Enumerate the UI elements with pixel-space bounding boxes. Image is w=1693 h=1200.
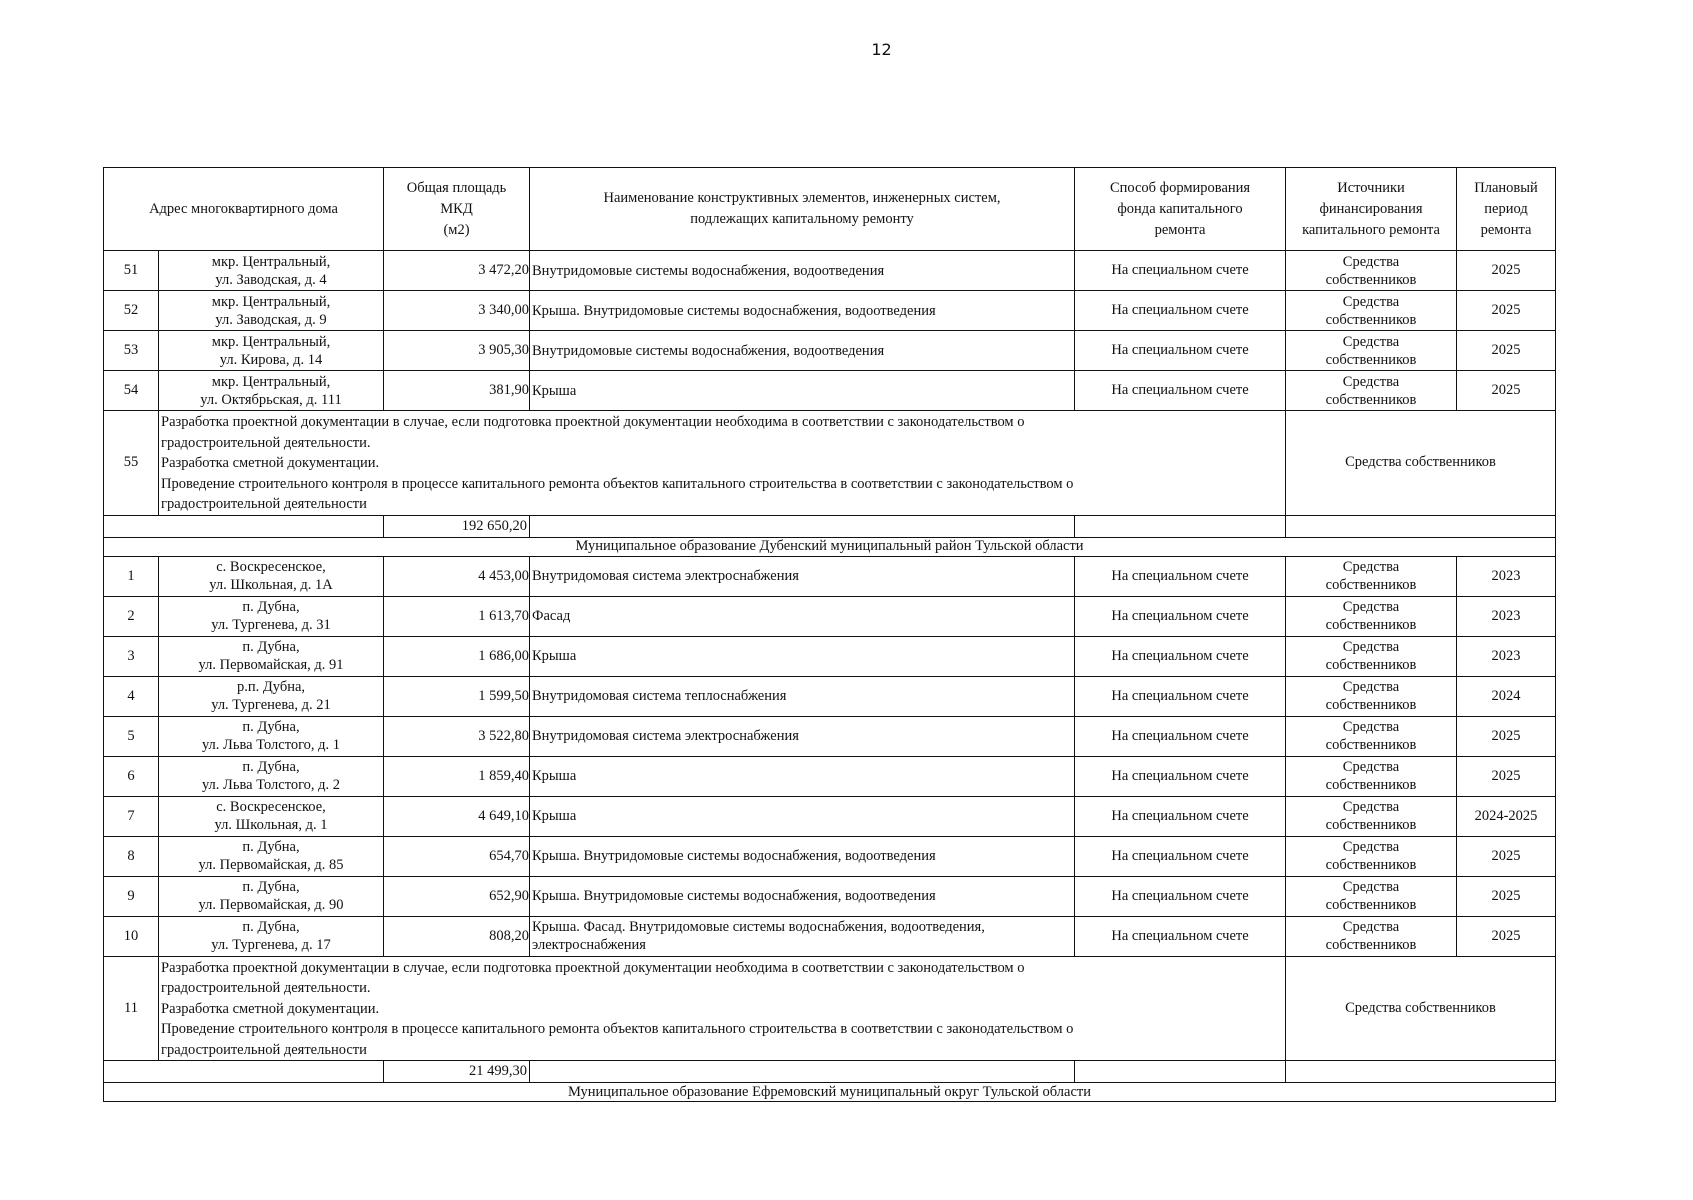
row-method: На специальном счете [1075, 716, 1286, 756]
total-empty-elements [530, 1061, 1075, 1083]
row-source [1286, 836, 1457, 876]
source-line-1: Средства [1342, 919, 1400, 935]
source-line-2: собственников [1325, 697, 1417, 713]
total-empty-method [1075, 1061, 1286, 1083]
header-address: Адрес многоквартирного дома [104, 168, 384, 251]
row-number: 55 [104, 411, 159, 516]
source-line-1: Средства [1342, 799, 1400, 815]
table-row [104, 251, 1556, 291]
row-elements: Внутридомовая система теплоснабжения [530, 676, 1075, 716]
row-area: 1 613,70 [384, 596, 530, 636]
municipality-row [104, 537, 1556, 556]
table-row [104, 796, 1556, 836]
address-line-2: ул. Тургенева, д. 17 [211, 937, 331, 953]
source-line-2: собственников [1325, 577, 1417, 593]
row-address [159, 756, 384, 796]
row-method: На специальном счете [1075, 371, 1286, 411]
capital-repair-table [103, 167, 1556, 1102]
row-period: 2024 [1457, 676, 1556, 716]
works-line: Проведение строительного контроля в процессе капитального ремонта объектов капитального строительства в соответствии с законодательством о [161, 1021, 1074, 1037]
row-address [159, 796, 384, 836]
address-line-1: с. Воскресенское, [216, 559, 326, 575]
row-method: На специальном счете [1075, 876, 1286, 916]
works-line: градостроительной деятельности. [161, 434, 371, 451]
table-row [104, 636, 1556, 676]
address-line-1: п. Дубна, [242, 879, 300, 895]
works-line: Разработка проектной документации в случае, если подготовка проектной документации необходима в соответствии с законодательством о [161, 414, 1025, 430]
works-line: Разработка сметной документации. [161, 455, 380, 471]
row-area: 3 522,80 [384, 716, 530, 756]
row-address [159, 636, 384, 676]
total-row [104, 1061, 1556, 1083]
table-row [104, 756, 1556, 796]
address-line-2: ул. Кирова, д. 14 [219, 351, 323, 368]
row-address [159, 676, 384, 716]
row-number: 51 [104, 251, 159, 291]
address-line-2: ул. Заводская, д. 4 [215, 271, 327, 288]
works-line: Разработка проектной документации в случае, если подготовка проектной документации необходима в соответствии с законодательством о [161, 959, 1025, 976]
row-address [159, 251, 384, 291]
row-period: 2025 [1457, 371, 1556, 411]
address-line-1: п. Дубна, [242, 599, 300, 615]
row-number: 7 [104, 796, 159, 836]
row-area: 4 649,10 [384, 796, 530, 836]
row-source [1286, 291, 1457, 331]
works-row [104, 956, 1556, 1061]
row-period: 2024-2025 [1457, 796, 1556, 836]
row-period: 2025 [1457, 716, 1556, 756]
row-number: 3 [104, 636, 159, 676]
row-period: 2025 [1457, 916, 1556, 956]
source-line-1: Средства [1342, 599, 1400, 615]
row-method: На специальном счете [1075, 796, 1286, 836]
address-line-1: мкр. Центральный, [211, 333, 331, 350]
works-line: Проведение строительного контроля в процессе капитального ремонта объектов капитального строительства в соответствии с законодательством о [161, 475, 1074, 492]
address-line-1: п. Дубна, [242, 839, 300, 855]
source-line-2: собственников [1325, 351, 1417, 368]
row-address [159, 331, 384, 371]
total-area: 21 499,30 [384, 1061, 530, 1083]
row-number: 54 [104, 371, 159, 411]
row-period: 2023 [1457, 596, 1556, 636]
address-line-1: п. Дубна, [242, 639, 300, 655]
source-line-2: собственников [1325, 391, 1417, 408]
source-line-1: Средства [1342, 253, 1400, 270]
row-period: 2025 [1457, 836, 1556, 876]
source-line-1: Средства [1342, 559, 1400, 575]
row-source [1286, 756, 1457, 796]
row-source [1286, 676, 1457, 716]
address-line-2: ул. Льва Толстого, д. 1 [201, 737, 341, 753]
row-method: На специальном счете [1075, 291, 1286, 331]
address-line-2: ул. Школьная, д. 1 [214, 817, 328, 833]
header-elements: Наименование конструктивных элементов, инженерных систем, подлежащих капитальному ремонту [530, 168, 1075, 251]
source-line-2: собственников [1325, 617, 1417, 633]
header-source: Источники финансирования капитального ремонта [1286, 168, 1457, 251]
row-number: 2 [104, 596, 159, 636]
row-area: 3 472,20 [384, 251, 530, 291]
row-number: 52 [104, 291, 159, 331]
municipality-title: Муниципальное образование Ефремовский муниципальный округ Тульской области [104, 1083, 1556, 1102]
row-method: На специальном счете [1075, 556, 1286, 596]
row-number: 1 [104, 556, 159, 596]
row-elements: Крыша [530, 636, 1075, 676]
works-source: Средства собственников [1286, 411, 1556, 516]
works-line: градостроительной деятельности. [161, 980, 371, 996]
row-address [159, 836, 384, 876]
source-line-1: Средства [1342, 293, 1400, 310]
source-line-2: собственников [1325, 271, 1417, 288]
row-method: На специальном счете [1075, 756, 1286, 796]
table-row [104, 596, 1556, 636]
row-method: На специальном счете [1075, 916, 1286, 956]
row-elements: Фасад [530, 596, 1075, 636]
header-method: Способ формирования фонда капитального ремонта [1075, 168, 1286, 251]
total-empty-method [1075, 515, 1286, 537]
source-line-1: Средства [1342, 373, 1400, 390]
row-source [1286, 916, 1457, 956]
address-line-1: мкр. Центральный, [211, 373, 331, 390]
address-line-2: ул. Льва Толстого, д. 2 [201, 777, 341, 793]
row-source [1286, 556, 1457, 596]
address-line-1: р.п. Дубна, [236, 679, 306, 695]
address-line-2: ул. Заводская, д. 9 [215, 311, 327, 328]
source-line-2: собственников [1325, 777, 1417, 793]
row-period: 2023 [1457, 556, 1556, 596]
row-method: На специальном счете [1075, 596, 1286, 636]
row-source [1286, 331, 1457, 371]
row-address [159, 876, 384, 916]
row-area: 1 686,00 [384, 636, 530, 676]
works-line: градостроительной деятельности [161, 496, 367, 512]
address-line-1: п. Дубна, [242, 919, 300, 935]
row-source [1286, 596, 1457, 636]
row-elements: Крыша. Фасад. Внутридомовые системы водоснабжения, водоотведения, электроснабжения [530, 916, 1075, 956]
address-line-2: ул. Тургенева, д. 31 [211, 617, 331, 633]
row-number: 5 [104, 716, 159, 756]
row-period: 2025 [1457, 756, 1556, 796]
header-area: Общая площадь МКД (м2) [384, 168, 530, 251]
row-elements: Внутридомовая система электроснабжения [530, 556, 1075, 596]
row-elements: Внутридомовые системы водоснабжения, водоотведения [530, 251, 1075, 291]
row-elements: Крыша. Внутридомовые системы водоснабжения, водоотведения [530, 836, 1075, 876]
works-row [104, 411, 1556, 516]
row-number: 53 [104, 331, 159, 371]
source-line-2: собственников [1325, 857, 1417, 873]
municipality-title: Муниципальное образование Дубенский муниципальный район Тульской области [104, 537, 1556, 556]
row-elements: Крыша [530, 371, 1075, 411]
source-line-2: собственников [1325, 937, 1417, 953]
row-number: 6 [104, 756, 159, 796]
address-line-1: мкр. Центральный, [211, 253, 331, 270]
source-line-2: собственников [1325, 657, 1417, 673]
source-line-2: собственников [1325, 897, 1417, 913]
row-period: 2025 [1457, 291, 1556, 331]
row-number: 4 [104, 676, 159, 716]
row-area: 381,90 [384, 371, 530, 411]
address-line-2: ул. Первомайская, д. 85 [198, 857, 344, 873]
row-source [1286, 251, 1457, 291]
row-number: 10 [104, 916, 159, 956]
page-number: 12 [871, 40, 892, 59]
table-row [104, 716, 1556, 756]
total-row [104, 515, 1556, 537]
address-line-1: п. Дубна, [242, 759, 300, 775]
row-address [159, 916, 384, 956]
row-area: 652,90 [384, 876, 530, 916]
row-elements: Внутридомовые системы водоснабжения, водоотведения [530, 331, 1075, 371]
works-source: Средства собственников [1286, 956, 1556, 1061]
row-period: 2023 [1457, 636, 1556, 676]
source-line-1: Средства [1342, 839, 1400, 855]
total-area: 192 650,20 [384, 515, 530, 537]
row-number: 11 [104, 956, 159, 1061]
row-method: На специальном счете [1075, 636, 1286, 676]
address-line-1: мкр. Центральный, [211, 293, 331, 310]
source-line-2: собственников [1325, 311, 1417, 328]
row-source [1286, 796, 1457, 836]
row-source [1286, 371, 1457, 411]
table-row [104, 916, 1556, 956]
table-row [104, 331, 1556, 371]
source-line-1: Средства [1342, 759, 1400, 775]
row-method: На специальном счете [1075, 251, 1286, 291]
row-elements: Крыша [530, 796, 1075, 836]
source-line-1: Средства [1342, 719, 1400, 735]
total-empty-elements [530, 515, 1075, 537]
row-address [159, 291, 384, 331]
row-method: На специальном счете [1075, 676, 1286, 716]
address-line-2: ул. Первомайская, д. 90 [198, 897, 344, 913]
row-source [1286, 876, 1457, 916]
row-source [1286, 636, 1457, 676]
row-address [159, 596, 384, 636]
works-line: Разработка сметной документации. [161, 1000, 380, 1017]
row-area: 1 599,50 [384, 676, 530, 716]
row-area: 3 905,30 [384, 331, 530, 371]
row-elements: Крыша. Внутридомовые системы водоснабжения, водоотведения [530, 291, 1075, 331]
row-area: 3 340,00 [384, 291, 530, 331]
table-row [104, 371, 1556, 411]
source-line-2: собственников [1325, 817, 1417, 833]
total-label-cell [104, 1061, 384, 1083]
row-area: 654,70 [384, 836, 530, 876]
works-description [159, 411, 1286, 516]
row-address [159, 371, 384, 411]
address-line-2: ул. Октябрьская, д. 111 [200, 391, 342, 408]
row-address [159, 556, 384, 596]
table-row [104, 291, 1556, 331]
row-elements: Крыша [530, 756, 1075, 796]
row-source [1286, 716, 1457, 756]
address-line-2: ул. Тургенева, д. 21 [211, 697, 331, 713]
source-line-1: Средства [1342, 333, 1400, 350]
table-row [104, 556, 1556, 596]
total-empty-source [1286, 515, 1556, 537]
source-line-1: Средства [1342, 879, 1400, 895]
row-period: 2025 [1457, 331, 1556, 371]
row-area: 4 453,00 [384, 556, 530, 596]
table-row [104, 836, 1556, 876]
row-period: 2025 [1457, 876, 1556, 916]
row-elements: Крыша. Внутридомовые системы водоснабжения, водоотведения [530, 876, 1075, 916]
source-line-1: Средства [1342, 639, 1400, 655]
row-number: 9 [104, 876, 159, 916]
works-line: градостроительной деятельности [161, 1041, 367, 1058]
row-area: 808,20 [384, 916, 530, 956]
row-address [159, 716, 384, 756]
table-row [104, 676, 1556, 716]
address-line-2: ул. Школьная, д. 1А [209, 577, 333, 593]
municipality-row [104, 1083, 1556, 1102]
row-period: 2025 [1457, 251, 1556, 291]
row-number: 8 [104, 836, 159, 876]
row-area: 1 859,40 [384, 756, 530, 796]
table-row [104, 876, 1556, 916]
address-line-1: п. Дубна, [242, 719, 300, 735]
table-header-row [104, 168, 1556, 251]
source-line-2: собственников [1325, 737, 1417, 753]
total-empty-source [1286, 1061, 1556, 1083]
works-description [159, 956, 1286, 1061]
row-method: На специальном счете [1075, 331, 1286, 371]
source-line-1: Средства [1342, 679, 1400, 695]
row-elements: Внутридомовая система электроснабжения [530, 716, 1075, 756]
header-period: Плановый период ремонта [1457, 168, 1556, 251]
row-method: На специальном счете [1075, 836, 1286, 876]
address-line-2: ул. Первомайская, д. 91 [198, 657, 344, 673]
address-line-1: с. Воскресенское, [216, 799, 326, 815]
total-label-cell [104, 515, 384, 537]
